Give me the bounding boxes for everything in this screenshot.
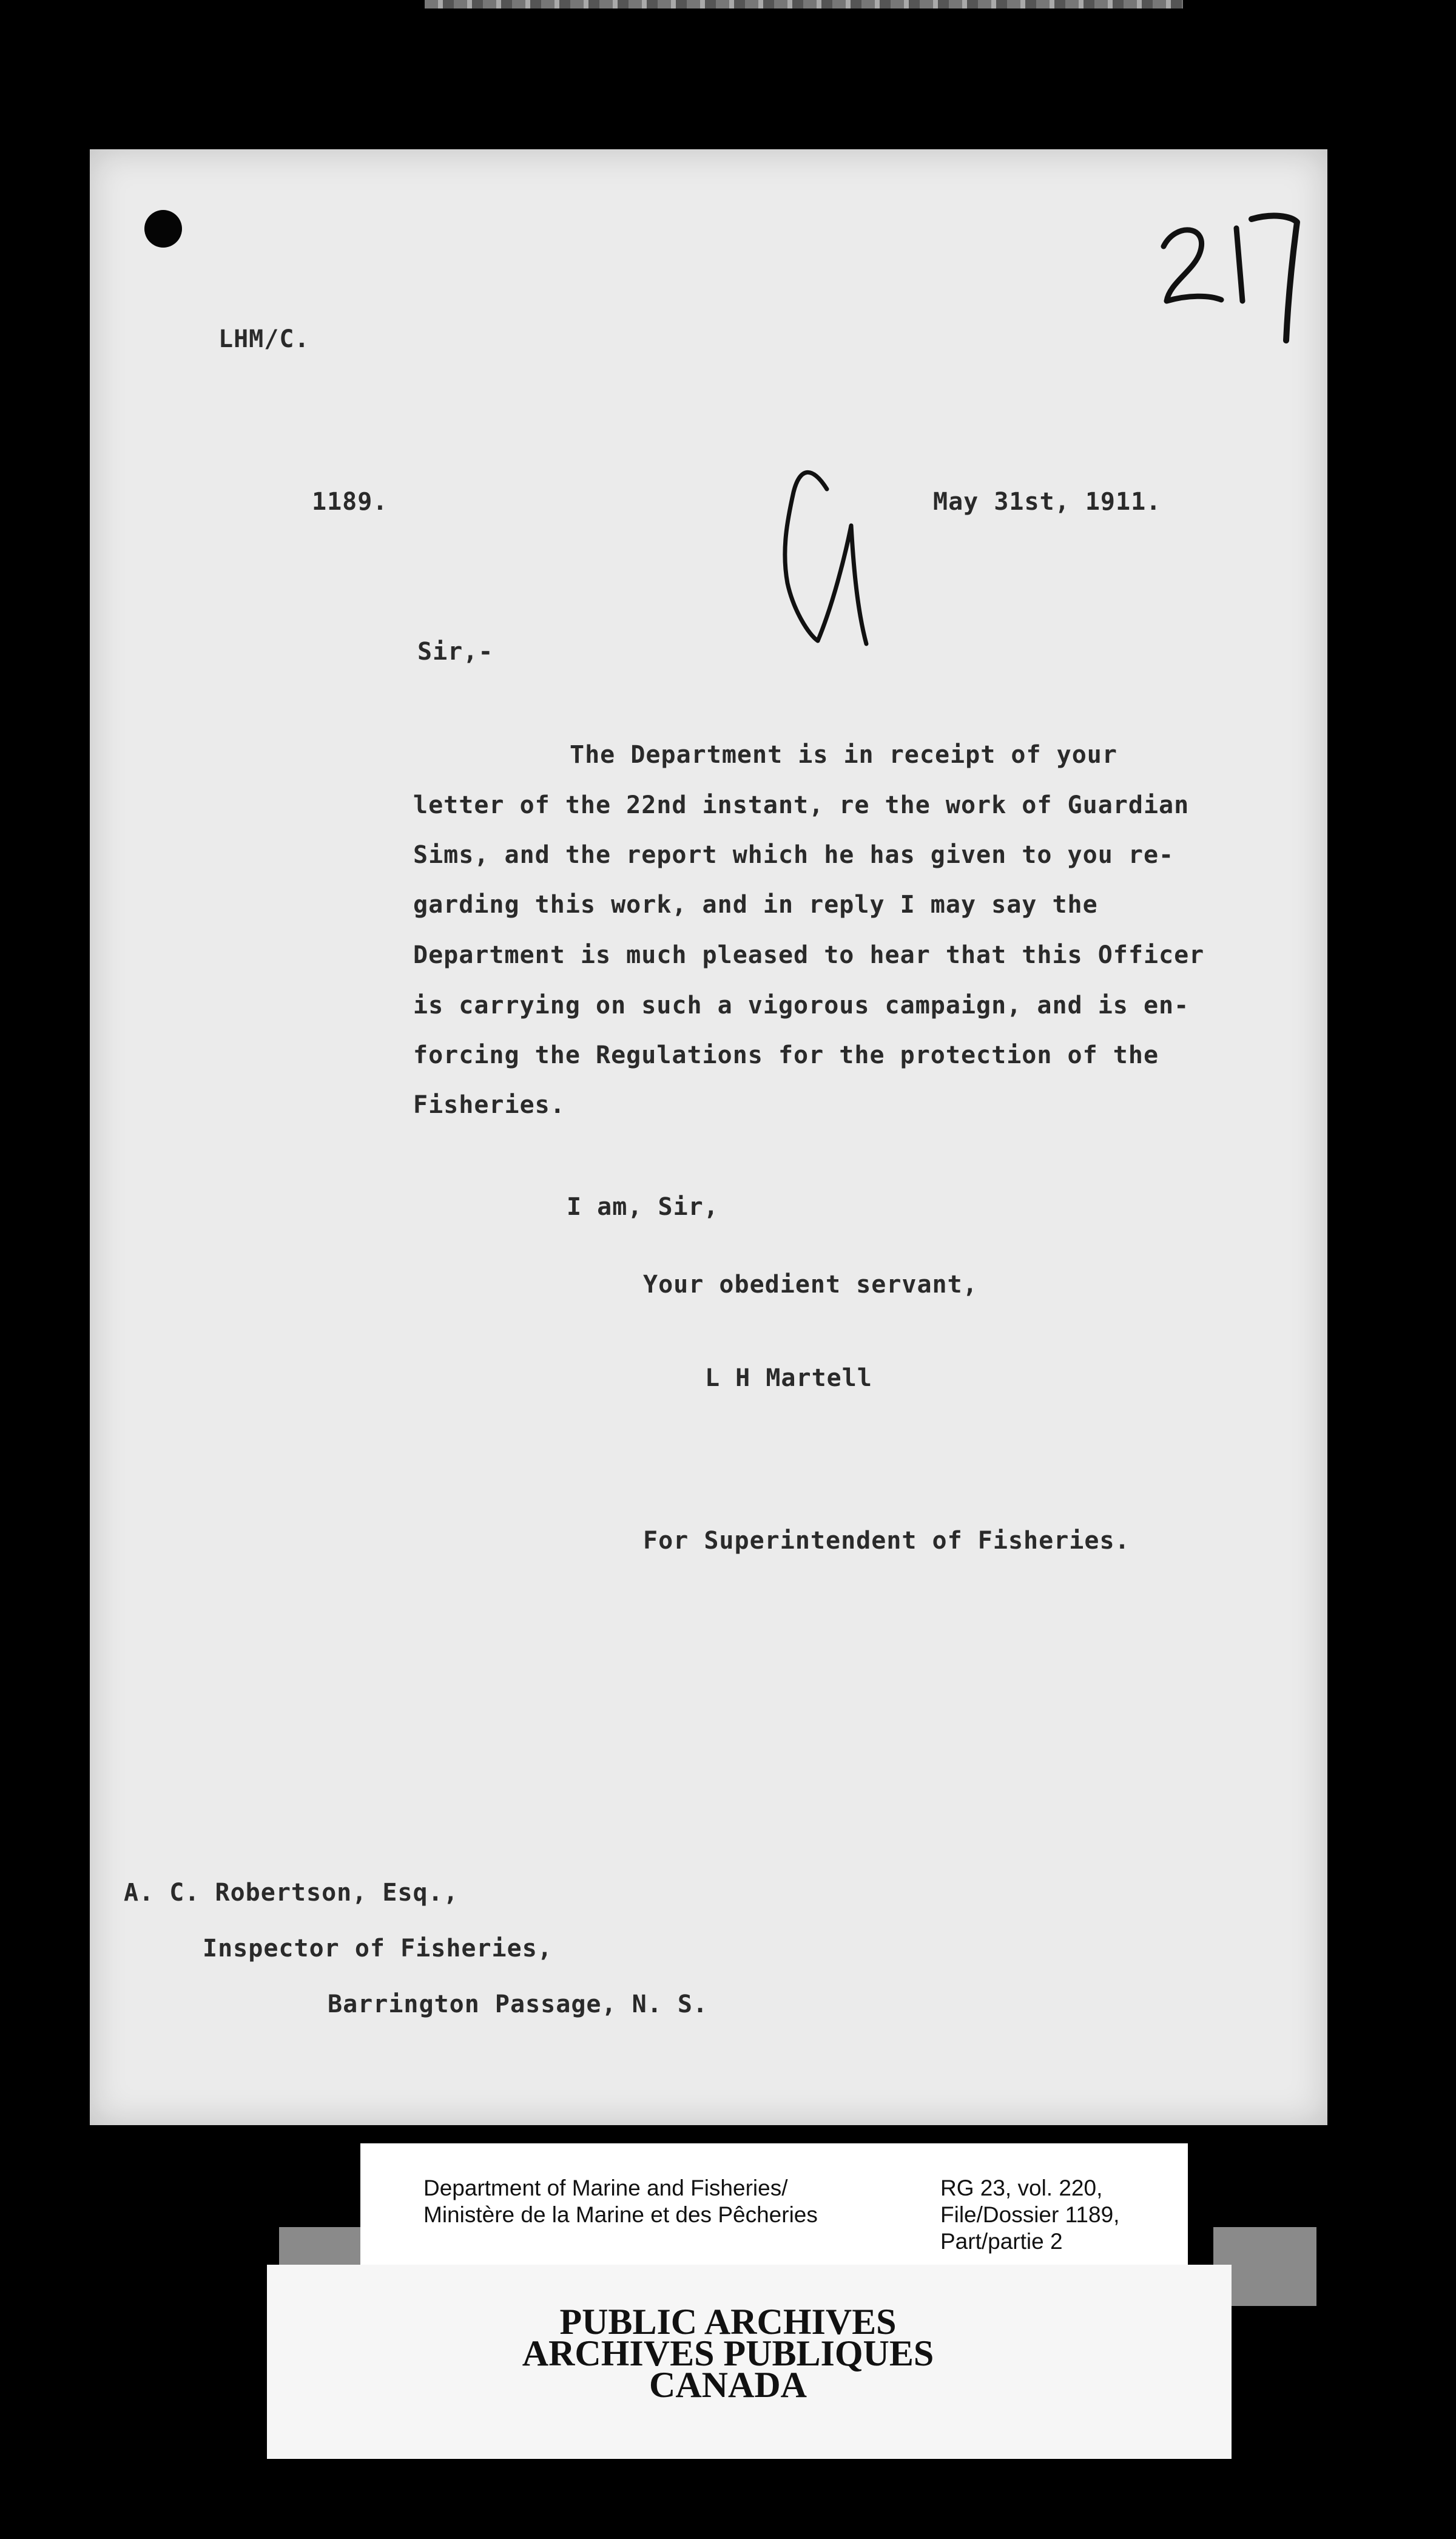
body-line: Department is much pleased to hear that this Officer <box>413 941 1205 969</box>
film-edge-strip <box>425 0 1183 8</box>
part-reference: Part/partie 2 <box>940 2229 1063 2254</box>
body-line: garding this work, and in reply I may say the <box>413 891 1098 919</box>
letter-sheet <box>90 149 1327 2125</box>
reference-code: LHM/C. <box>218 325 310 353</box>
file-number: 1189. <box>312 488 388 516</box>
department-english: Department of Marine and Fisheries/ <box>423 2176 788 2200</box>
archive-label-card <box>360 2143 1188 2265</box>
signature-title: For Superintendent of Fisheries. <box>643 1527 1130 1555</box>
handwritten-page-number <box>1151 210 1309 350</box>
salutation: Sir,- <box>417 638 494 666</box>
archives-title-french: ARCHIVES PUBLIQUES <box>522 2333 934 2373</box>
recipient-address: Barrington Passage, N. S. <box>328 1990 709 2018</box>
archives-country: CANADA <box>649 2365 807 2405</box>
body-line: Fisheries. <box>413 1091 565 1119</box>
signature: L H Martell <box>705 1364 872 1392</box>
department-french: Ministère de la Marine et des Pêcheries <box>423 2202 818 2227</box>
body-line: is carrying on such a vigorous campaign, and is en- <box>413 992 1190 1019</box>
closing-line: I am, Sir, <box>567 1193 719 1221</box>
body-line: forcing the Regulations for the protection of the <box>413 1041 1159 1069</box>
body-line: Sims, and the report which he has given to you re- <box>413 841 1175 869</box>
letter-date: May 31st, 1911. <box>933 488 1162 516</box>
body-line: letter of the 22nd instant, re the work of Guardian <box>413 791 1190 819</box>
recipient-title: Inspector of Fisheries, <box>203 1935 553 1963</box>
recipient-name: A. C. Robertson, Esq., <box>124 1879 459 1907</box>
file-reference: File/Dossier 1189, <box>940 2202 1120 2227</box>
record-group-reference: RG 23, vol. 220, <box>940 2176 1103 2200</box>
archives-title-english: PUBLIC ARCHIVES <box>559 2302 897 2342</box>
handwritten-mark <box>763 453 872 653</box>
closing-line: Your obedient servant, <box>643 1271 978 1299</box>
body-line: The Department is in receipt of your <box>570 741 1117 769</box>
punch-hole <box>144 210 182 248</box>
